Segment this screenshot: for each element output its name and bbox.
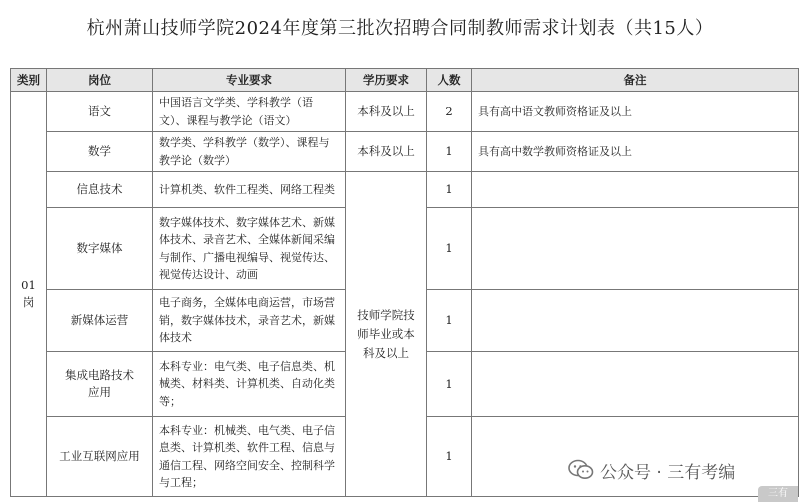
major-cell: 计算机类、软件工程类、网络工程类 [153,172,346,208]
note-cell [472,172,799,208]
position-cell: 新媒体运营 [47,290,153,352]
major-cell: 本科专业：电气类、电子信息类、机械类、材料类、计算机类、自动化类等； [153,352,346,417]
note-cell [472,352,799,417]
count-cell: 2 [427,92,472,132]
position-cell: 工业互联网应用 [47,417,153,497]
table-row [11,92,799,132]
education-cell: 本科及以上 [346,92,427,132]
page-title: 杭州萧山技师学院2024年度第三批次招聘合同制教师需求计划表（共15人） [86,18,714,39]
table-row [11,132,799,172]
note-cell [472,290,799,352]
position-cell: 数学 [47,132,153,172]
watermark-text: 公众号 · 三有考编 [600,462,736,483]
header-count: 人数 [427,69,472,92]
position-cell: 信息技术 [47,172,153,208]
education-cell: 本科及以上 [346,132,427,172]
table-row [11,172,799,208]
count-cell: 1 [427,172,472,208]
note-cell: 具有高中语文教师资格证及以上 [472,92,799,132]
count-cell: 1 [427,290,472,352]
position-cell: 语文 [47,92,153,132]
header-position: 岗位 [47,69,153,92]
major-cell: 电子商务，全媒体电商运营，市场营销，数字媒体技术，录音艺术，新媒体技术 [153,290,346,352]
category-cell: 01岗 [11,92,47,497]
header-category: 类别 [11,69,47,92]
position-cell: 集成电路技术应用 [47,352,153,417]
count-cell: 1 [427,208,472,290]
major-cell: 数字媒体技术、数字媒体艺术、新媒体技术、录音艺术、全媒体新闻采编与制作、广播电视编导、视觉传达、视觉传达设计、动画 [153,208,346,290]
major-cell: 中国语言文学类、学科教学（语文）、课程与教学论（语文） [153,92,346,132]
note-cell [472,208,799,290]
position-cell: 数字媒体 [47,208,153,290]
corner-badge: 三有 [758,486,798,502]
major-cell: 数学类、学科教学（数学）、课程与教学论（数学） [153,132,346,172]
header-major: 专业要求 [153,69,346,92]
watermark [568,456,735,484]
header-row [11,69,799,92]
count-cell: 1 [427,352,472,417]
header-note: 备注 [472,69,799,92]
wechat-icon [568,459,594,481]
major-cell: 本科专业：机械类、电气类、电子信息类、计算机类、软件工程、信息与通信工程、网络空间安全、控制科学与工程； [153,417,346,497]
merged-education-cell: 技师学院技师毕业或本科及以上 [346,172,427,497]
count-cell: 1 [427,132,472,172]
note-cell: 具有高中数学教师资格证及以上 [472,132,799,172]
count-cell: 1 [427,417,472,497]
recruitment-table [10,68,799,497]
header-education: 学历要求 [346,69,427,92]
